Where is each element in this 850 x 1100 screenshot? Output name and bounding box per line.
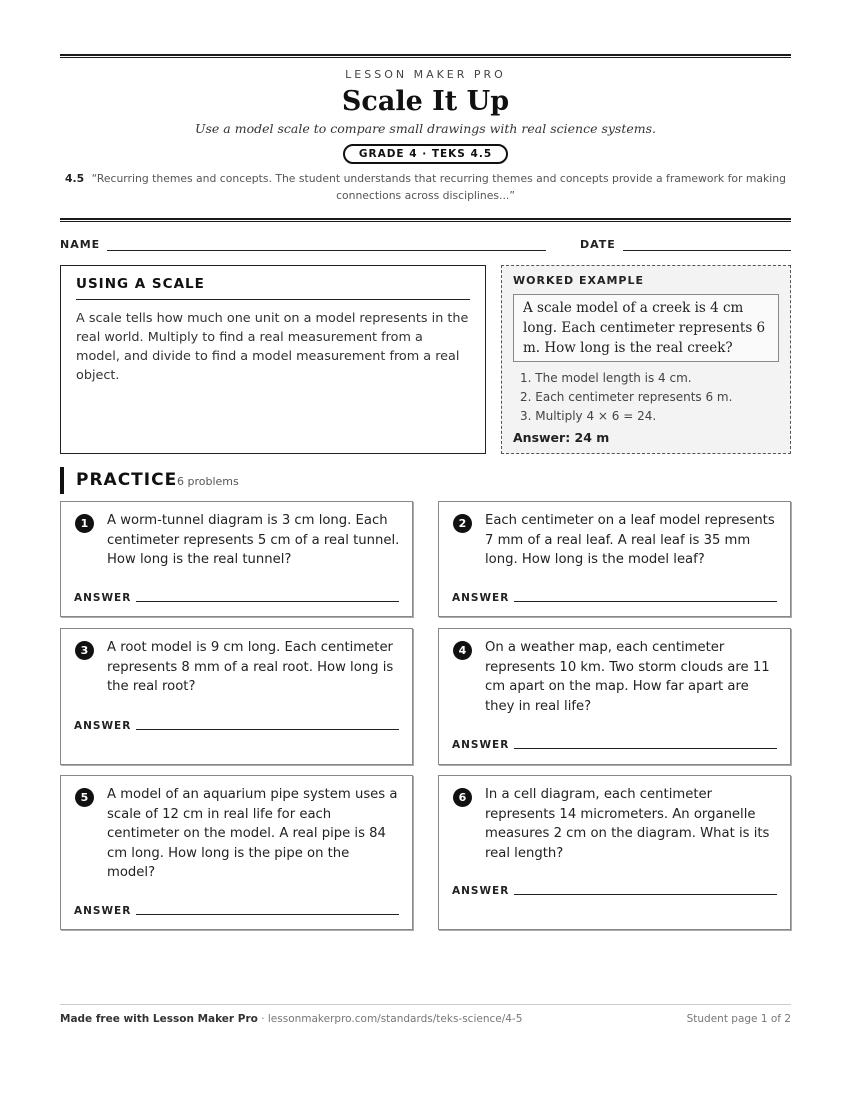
- using-a-scale-heading: USING A SCALE: [76, 276, 470, 300]
- practice-title: PRACTICE: [76, 470, 178, 490]
- footer-separator: ·: [257, 1013, 268, 1025]
- grade-badge: GRADE 4 · TEKS 4.5: [343, 144, 508, 164]
- footer-url[interactable]: lessonmakerpro.com/standards/teks-science/4-5: [267, 1013, 523, 1025]
- problem-card-5: [60, 775, 413, 930]
- footer-page-number: Student page 1 of 2: [686, 1013, 791, 1025]
- standard-description: [60, 170, 791, 204]
- problem-text-3: A root model is 9 cm long. Each centimeter represents 8 mm of a real root. How long is the real root?: [107, 640, 394, 694]
- brand-name: LESSON MAKER PRO: [345, 68, 506, 81]
- worked-example-heading: WORKED EXAMPLE: [513, 274, 644, 287]
- problem-text-1: A worm-tunnel diagram is 3 cm long. Each centimeter represents 5 cm of a real tunnel. How long is the real tunnel?: [107, 513, 400, 567]
- footer-made-with: Made free with Lesson Maker Pro: [60, 1013, 258, 1025]
- answer-line-1[interactable]: [136, 601, 399, 602]
- worked-example-problem: A scale model of a creek is 4 cm long. Each centimeter represents 6 m. How long is the real creek?: [513, 294, 779, 362]
- worksheet-page: [60, 54, 791, 917]
- answer-label-5: ANSWER: [74, 905, 132, 917]
- practice-count: 6 problems: [177, 475, 239, 488]
- problem-number-2: 2: [453, 514, 472, 533]
- standard-text: “Recurring themes and concepts. The student understands that recurring themes and concepts provide a framework for making connections across disciplines...”: [91, 172, 786, 202]
- name-label: NAME: [60, 238, 101, 251]
- answer-label-4: ANSWER: [452, 739, 510, 751]
- header-double-rule: [60, 218, 791, 222]
- problem-text-4: On a weather map, each centimeter represents 10 km. Two storm clouds are 11 cm apart on the map. How far apart are they in real life?: [485, 640, 770, 714]
- answer-line-4[interactable]: [514, 748, 777, 749]
- date-label: DATE: [580, 238, 616, 251]
- worked-example-box: [501, 265, 791, 454]
- problem-card-6: [438, 775, 791, 930]
- answer-label-3: ANSWER: [74, 720, 132, 732]
- practice-header: [60, 467, 791, 494]
- answer-line-6[interactable]: [514, 894, 777, 895]
- problem-text-5: A model of an aquarium pipe system uses a scale of 12 cm in real life for each centimeter on the model. A real pipe is 84 cm long. How long is the pipe on the model?: [107, 787, 398, 880]
- problem-number-1: 1: [75, 514, 94, 533]
- answer-label-1: ANSWER: [74, 592, 132, 604]
- worked-example-step: 3. Multiply 4 × 6 = 24.: [520, 409, 657, 423]
- answer-label-2: ANSWER: [452, 592, 510, 604]
- top-double-rule: [60, 54, 791, 58]
- problem-card-3: [60, 628, 413, 765]
- answer-label-6: ANSWER: [452, 885, 510, 897]
- date-field-line[interactable]: [623, 250, 791, 251]
- problem-number-5: 5: [75, 788, 94, 807]
- practice-accent-bar: [60, 467, 64, 494]
- worksheet-subtitle: Use a model scale to compare small drawings with real science systems.: [194, 121, 657, 136]
- problem-card-2: [438, 501, 791, 617]
- worked-example-answer: Answer: 24 m: [513, 430, 610, 445]
- problem-text-2: Each centimeter on a leaf model represents 7 mm of a real leaf. A real leaf is 35 mm long. How long is the model leaf?: [485, 513, 775, 567]
- using-a-scale-box: [60, 265, 486, 454]
- problem-card-1: [60, 501, 413, 617]
- problem-number-3: 3: [75, 641, 94, 660]
- answer-line-2[interactable]: [514, 601, 777, 602]
- problem-text-6: In a cell diagram, each centimeter represents 14 micrometers. An organelle measures 2 cm on the diagram. What is its real length?: [485, 787, 770, 861]
- worked-example-step: 2. Each centimeter represents 6 m.: [520, 390, 733, 404]
- worksheet-title: Scale It Up: [341, 86, 510, 117]
- worked-example-step: 1. The model length is 4 cm.: [520, 371, 692, 385]
- name-field-line[interactable]: [107, 250, 546, 251]
- answer-line-5[interactable]: [136, 914, 399, 915]
- problem-card-4: [438, 628, 791, 765]
- using-a-scale-text: A scale tells how much one unit on a model represents in the real world. Multiply to find a real measurement from a model, and divide to find a model measurement from a real object.: [76, 311, 469, 383]
- problem-number-4: 4: [453, 641, 472, 660]
- standard-code: 4.5: [65, 172, 85, 185]
- problem-number-6: 6: [453, 788, 472, 807]
- worked-example-steps: [513, 369, 779, 426]
- page-footer: [60, 1004, 791, 1025]
- name-date-row: [60, 234, 791, 254]
- answer-line-3[interactable]: [136, 729, 399, 730]
